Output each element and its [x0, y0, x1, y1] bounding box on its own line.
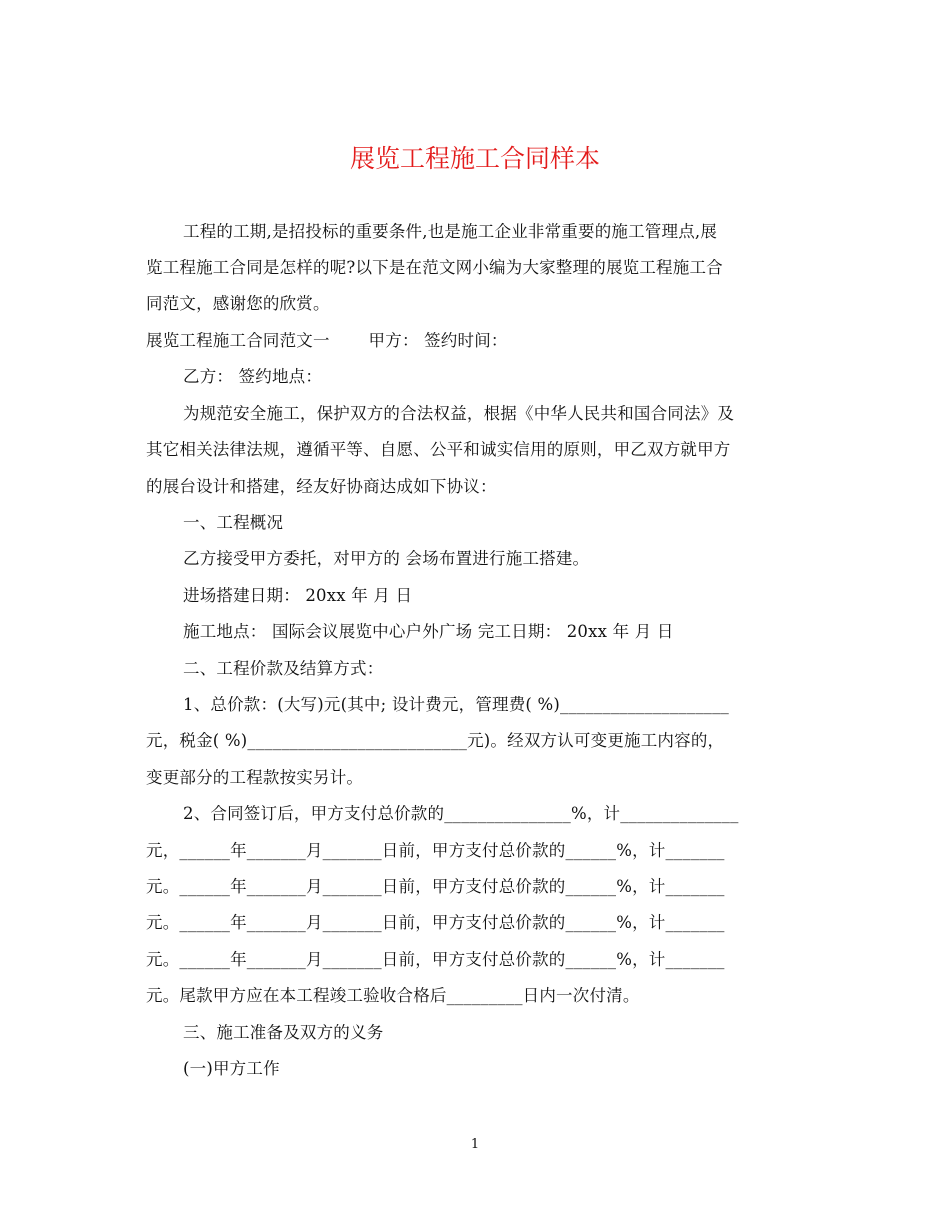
section-1-heading: 一、工程概况: [183, 513, 284, 532]
section-2-line-7: 元。______年_______月_______日前，甲方支付总价款的______%，计_______: [146, 913, 725, 932]
preamble-line-2: 其它相关法律法规，遵循平等、自愿、公平和诚实信用的原则，甲乙双方就甲方: [146, 440, 731, 459]
contract-heading-line: 展览工程施工合同范文一 甲方： 签约时间：: [146, 331, 508, 350]
section-2-line-1: 1、总价款：(大写)元(其中; 设计费元，管理费( %)____________________: [183, 695, 730, 714]
section-1-line-3: 施工地点： 国际会议展览中心户外广场 完工日期： 20xx 年 月 日: [183, 622, 674, 641]
intro-line-3: 同范文，感谢您的欣赏。: [146, 294, 330, 313]
section-1-line-2: 进场搭建日期： 20xx 年 月 日: [183, 586, 413, 605]
party-b-line: 乙方： 签约地点：: [183, 367, 323, 386]
preamble-line-1: 为规范安全施工，保护双方的合法权益，根据《中华人民共和国合同法》及: [183, 404, 735, 423]
page-number: 1: [470, 1137, 480, 1152]
document-title: 展览工程施工合同样本: [349, 144, 600, 173]
section-2-heading: 二、工程价款及结算方式：: [183, 659, 384, 678]
section-3-subheading: (一)甲方工作: [183, 1059, 280, 1078]
section-2-line-3: 变更部分的工程款按实另计。: [146, 768, 364, 787]
intro-line-2: 览工程施工合同是怎样的呢?以下是在范文网小编为大家整理的展览工程施工合: [146, 258, 723, 277]
section-2-line-2: 元，税金( %)__________________________元)。经双方认可变更施工内容的，: [146, 731, 725, 750]
section-2-line-5: 元，______年_______月_______日前，甲方支付总价款的______%，计_______: [146, 841, 725, 860]
section-2-line-8: 元。______年_______月_______日前，甲方支付总价款的______%，计_______: [146, 950, 725, 969]
section-2-line-6: 元。______年_______月_______日前，甲方支付总价款的______%，计_______: [146, 877, 725, 896]
section-2-line-4: 2、合同签订后，甲方支付总价款的_______________%，计______________: [183, 804, 739, 823]
preamble-line-3: 的展台设计和搭建，经友好协商达成如下协议：: [146, 477, 497, 496]
section-1-line-1: 乙方接受甲方委托，对甲方的 会场布置进行施工搭建。: [183, 549, 590, 568]
section-3-heading: 三、施工准备及双方的义务: [183, 1023, 384, 1042]
intro-line-1: 工程的工期,是招投标的重要条件,也是施工企业非常重要的施工管理点,展: [183, 222, 718, 241]
section-2-line-9: 元。尾款甲方应在本工程竣工验收合格后_________日内一次付清。: [146, 986, 640, 1005]
